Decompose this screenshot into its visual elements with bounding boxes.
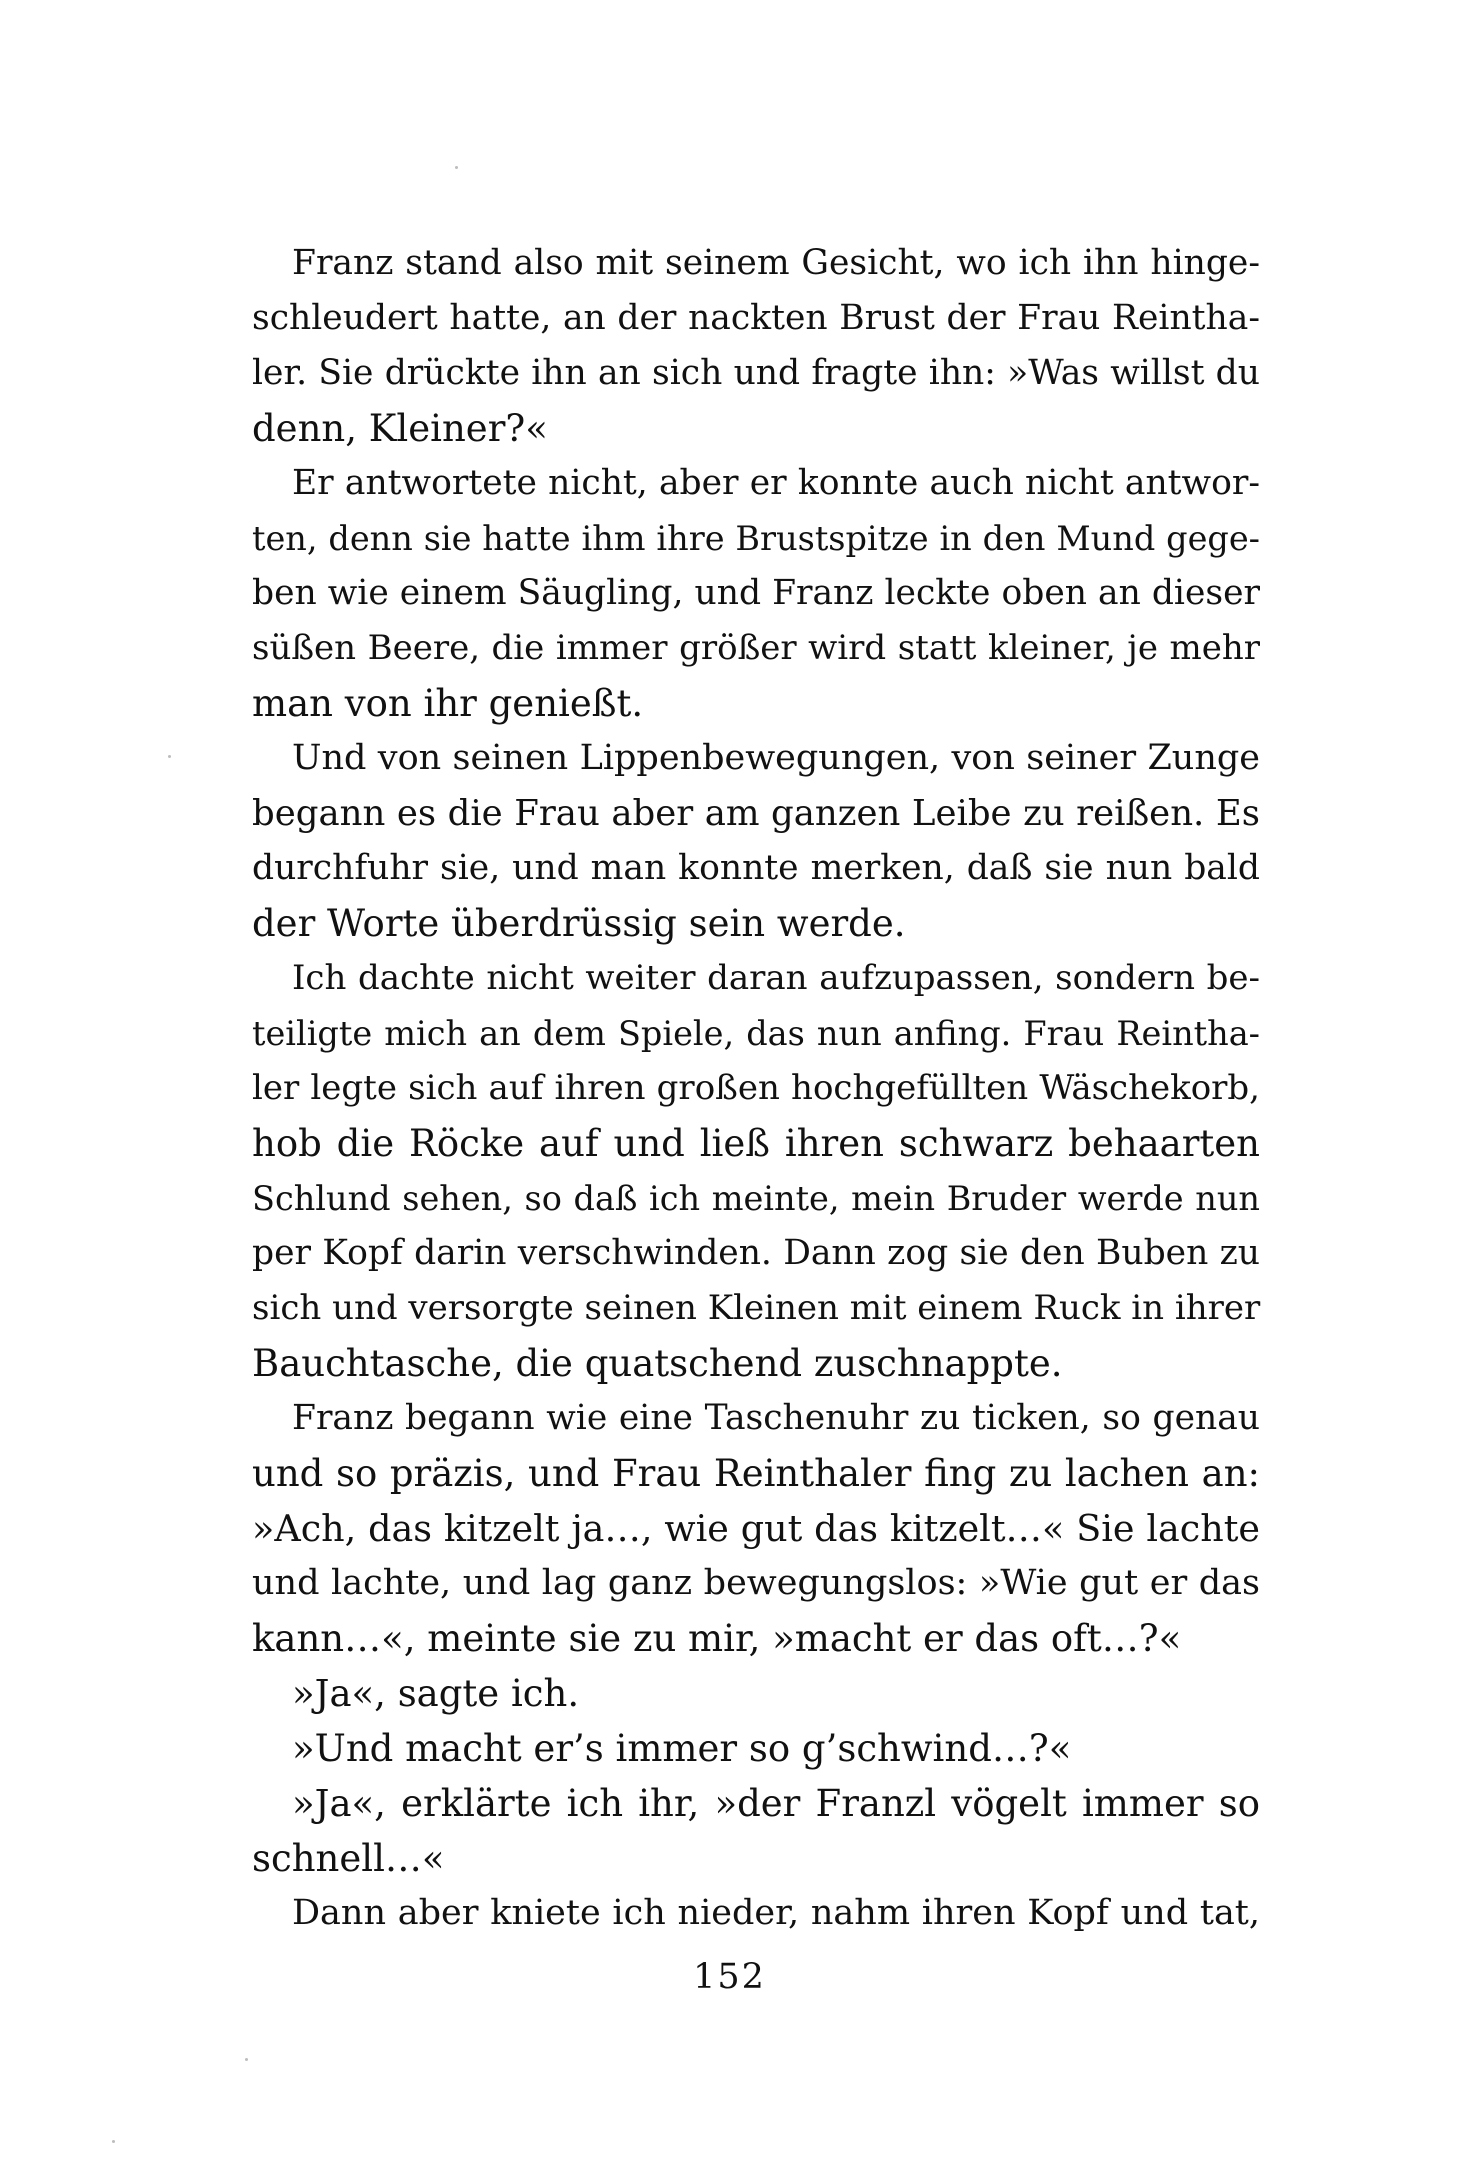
- scan-speck: [245, 2058, 248, 2061]
- text-line: ler. Sie drückte ihn an sich und fragte ihn: »Was willst du: [252, 353, 1260, 393]
- text-line: »Und macht er’s immer so g’schwind…?«: [292, 1727, 1072, 1770]
- text-line: und so präzis, und Frau Reinthaler fing zu lachen an:: [252, 1452, 1260, 1495]
- text-line: kann…«, meinte sie zu mir, »macht er das oft…?«: [252, 1617, 1182, 1660]
- text-line: Franz begann wie eine Taschenuhr zu ticken, so genau: [292, 1398, 1260, 1438]
- text-line: schleudert hatte, an der nackten Brust der Frau Reintha-: [252, 298, 1260, 338]
- scan-speck: [112, 2140, 115, 2143]
- scan-speck: [168, 755, 171, 758]
- text-line: Dann aber kniete ich nieder, nahm ihren Kopf und tat,: [292, 1893, 1260, 1933]
- text-line: hob die Röcke auf und ließ ihren schwarz behaarten: [252, 1122, 1260, 1165]
- text-line: teiligte mich an dem Spiele, das nun anfing. Frau Reintha-: [252, 1014, 1260, 1053]
- body-text: [252, 236, 1260, 1941]
- text-line: süßen Beere, die immer größer wird statt kleiner, je mehr: [252, 628, 1260, 668]
- text-line: ben wie einem Säugling, und Franz leckte oben an dieser: [252, 573, 1260, 613]
- text-line: Bauchtasche, die quatschend zuschnappte.: [252, 1342, 1063, 1385]
- text-line: ten, denn sie hatte ihm ihre Brustspitze in den Mund gege-: [252, 519, 1260, 558]
- scan-speck: [455, 166, 458, 169]
- text-line: Schlund sehen, so daß ich meinte, mein Bruder werde nun: [252, 1179, 1260, 1218]
- page-number: 152: [693, 1957, 766, 1997]
- text-line: Er antwortete nicht, aber er konnte auch nicht antwor-: [292, 463, 1260, 503]
- text-line: ler legte sich auf ihren großen hochgefüllten Wäschekorb,: [252, 1068, 1260, 1108]
- text-line: schnell…«: [252, 1837, 445, 1880]
- text-line: per Kopf darin verschwinden. Dann zog sie den Buben zu: [252, 1233, 1260, 1273]
- text-line: der Worte überdrüssig sein werde.: [252, 902, 906, 945]
- text-line: und lachte, und lag ganz bewegungslos: »Wie gut er das: [252, 1563, 1260, 1603]
- text-line: Und von seinen Lippenbewegungen, von seiner Zunge: [292, 738, 1260, 778]
- text-line: Franz stand also mit seinem Gesicht, wo ich ihn hinge-: [292, 243, 1260, 283]
- text-line: »Ja«, erklärte ich ihr, »der Franzl vögelt immer so: [292, 1782, 1260, 1825]
- text-line: »Ja«, sagte ich.: [292, 1672, 580, 1715]
- text-line: sich und versorgte seinen Kleinen mit einem Ruck in ihrer: [252, 1288, 1261, 1328]
- text-line: durchfuhr sie, und man konnte merken, daß sie nun bald: [252, 848, 1260, 888]
- text-line: denn, Kleiner?«: [252, 407, 548, 450]
- text-line: begann es die Frau aber am ganzen Leibe zu reißen. Es: [252, 793, 1260, 834]
- text-line: »Ach, das kitzelt ja…, wie gut das kitzelt…« Sie lachte: [252, 1507, 1260, 1550]
- text-line: man von ihr genießt.: [252, 682, 644, 725]
- text-line: Ich dachte nicht weiter daran aufzupassen, sondern be-: [292, 958, 1260, 998]
